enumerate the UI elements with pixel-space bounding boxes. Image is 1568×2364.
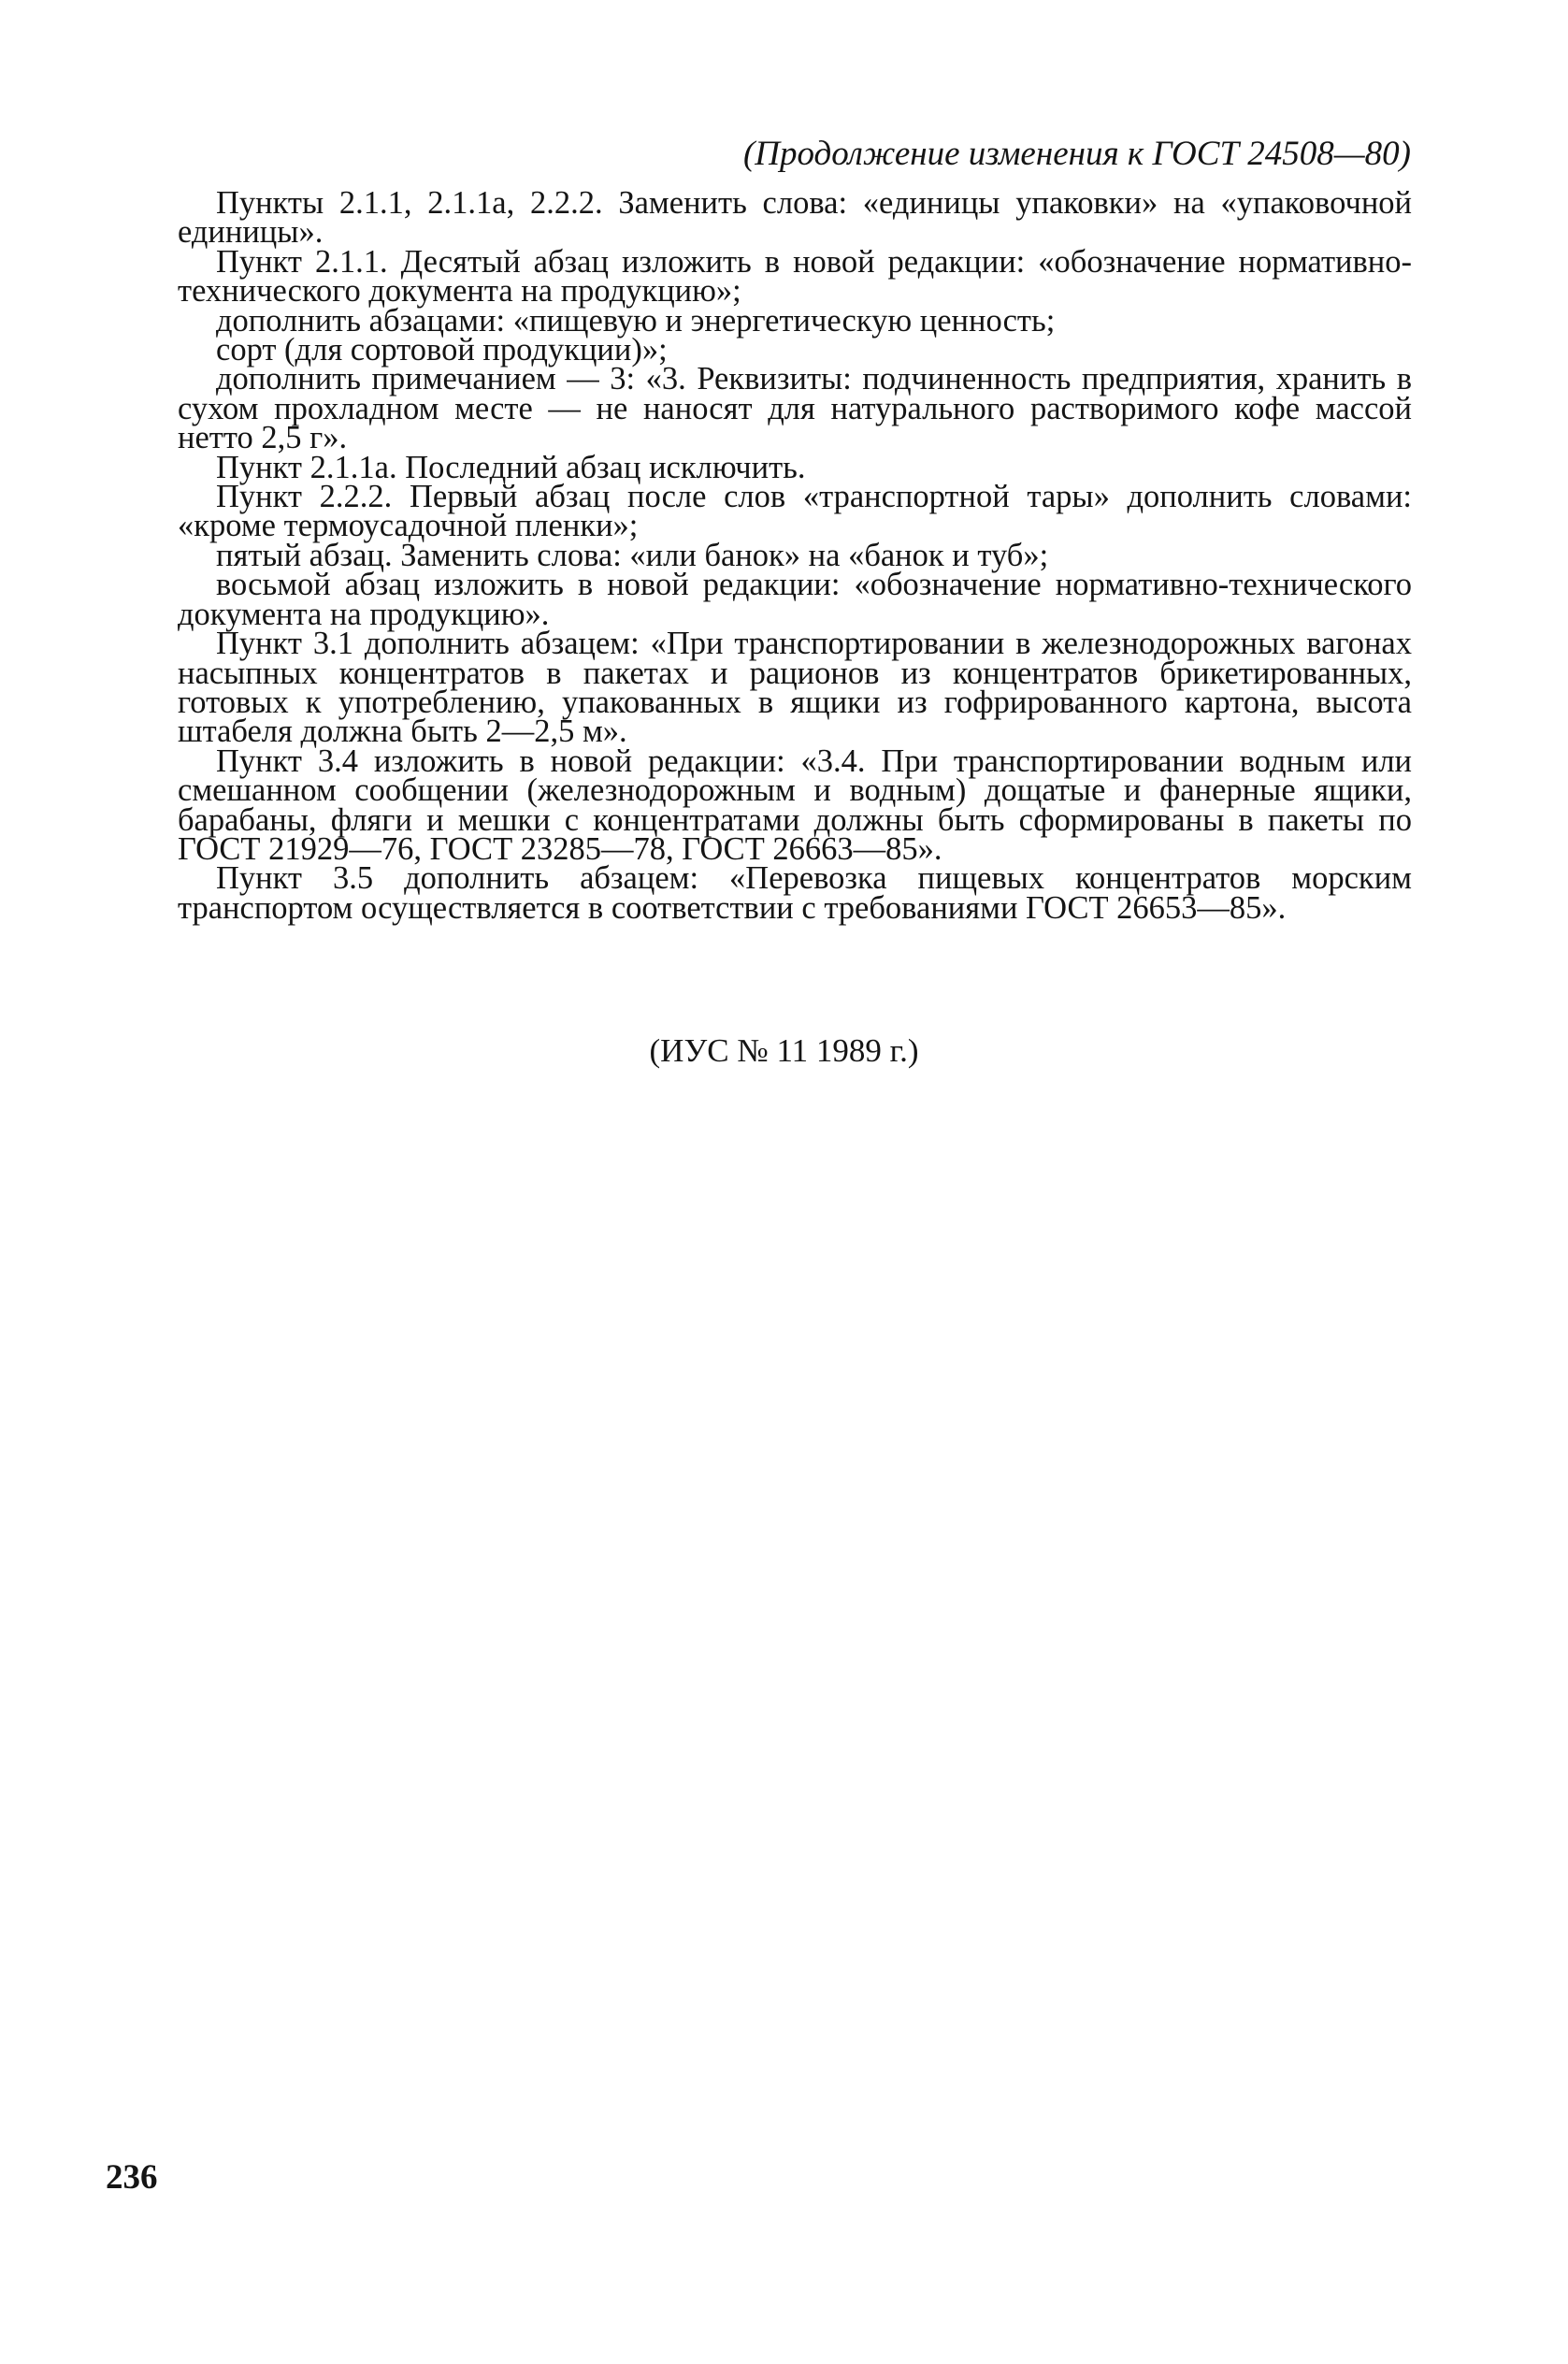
paragraph-5: дополнить примечанием — 3: «3. Реквизиты: подчиненность предприятия, хранить в сухом прохладном месте — не наносят для натурального растворимого кофе массой нетто 2,5 г». — [178, 361, 1412, 456]
paragraph-4: сорт (для сортовой продукции)»; — [216, 332, 668, 368]
source-note: (ИУС № 11 1989 г.) — [649, 1032, 919, 1069]
paragraph-6: Пункт 2.1.1а. Последний абзац исключить. — [216, 449, 806, 485]
paragraph-1: Пункты 2.1.1, 2.1.1а, 2.2.2. Заменить слова: «единицы упаковки» на «упаковочной единицы». — [178, 185, 1412, 251]
paragraph-9: восьмой абзац изложить в новой редакции: «обозначение нормативно-технического документа на продукцию». — [178, 567, 1412, 632]
paragraph-7: Пункт 2.2.2. Первый абзац после слов «транспортной тары» дополнить словами: «кроме термоусадочной пленки»; — [178, 479, 1412, 544]
amendment-text — [178, 185, 1412, 926]
paragraph-3: дополнить абзацами: «пищевую и энергетическую ценность; — [216, 302, 1056, 339]
running-header: (Продолжение изменения к ГОСТ 24508—80) — [742, 135, 1411, 173]
paragraph-2: Пункт 2.1.1. Десятый абзац изложить в новой редакции: «обозначение нормативно-технического документа на продукцию»; — [178, 243, 1412, 310]
paragraph-8: пятый абзац. Заменить слова: «или банок» на «банок и туб»; — [216, 537, 1049, 573]
paragraph-10: Пункт 3.1 дополнить абзацем: «При транспортировании в железнодорожных вагонах насыпных концентратов в пакетах и рационов из концентратов брикетированных, готовых к употреблению, упакованных в ящики из гофрированного картона, высота штабеля должна быть 2—2,5 м». — [178, 626, 1412, 750]
paragraph-12: Пункт 3.5 дополнить абзацем: «Перевозка пищевых концентратов морским транспортом осуществляется в соответствии с требованиями ГОСТ 26653—85». — [178, 860, 1412, 926]
paragraph-11: Пункт 3.4 изложить в новой редакции: «3.4. При транспортировании водным или смешанном сообщении (железнодорожным и водным) дощатые и фанерные ящики, барабаны, фляги и мешки с концентратами должны быть сформированы в пакеты по ГОСТ 21929—76, ГОСТ 23285—78, ГОСТ 26663—85». — [178, 742, 1412, 867]
page-number: 236 — [106, 2158, 158, 2197]
